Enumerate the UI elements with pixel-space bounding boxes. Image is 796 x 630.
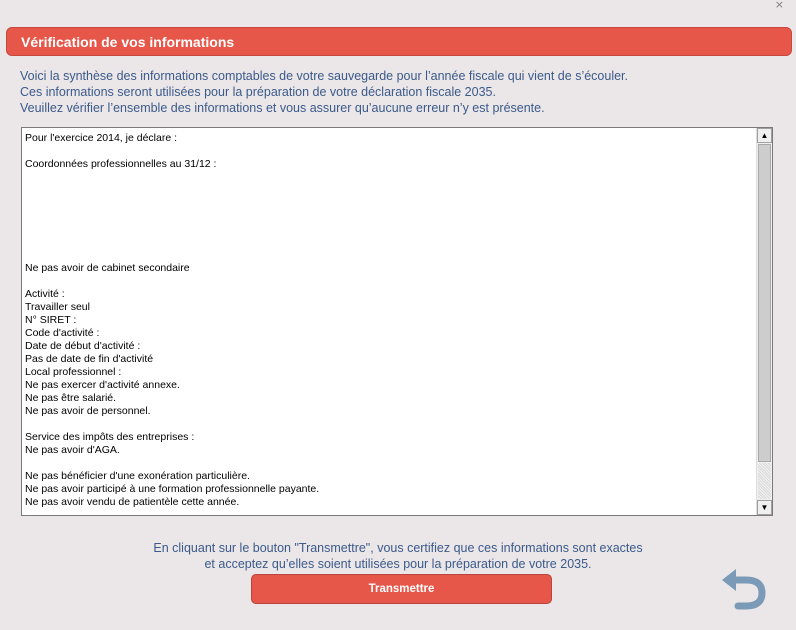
summary-line: Coordonnées professionnelles au 31/12 :: [25, 158, 217, 170]
intro-text: [20, 68, 780, 116]
summary-line: Ne pas avoir vendu de patientèle cette année.: [25, 496, 240, 508]
summary-line: [25, 457, 756, 470]
summary-line: Ne pas avoir de personnel.: [25, 405, 151, 417]
summary-line: N° SIRET :: [25, 314, 77, 326]
summary-text-content: [22, 128, 756, 515]
summary-line: [25, 210, 756, 223]
scroll-up-button[interactable]: ▲: [757, 128, 772, 143]
summary-line: [25, 418, 756, 431]
summary-line: Travailler seul: [25, 301, 90, 313]
scroll-down-button[interactable]: ▼: [757, 500, 772, 515]
certification-line-1: En cliquant sur le bouton "Transmettre", vous certifiez que ces informations sont exactes: [153, 541, 643, 555]
window-close-icon[interactable]: ×: [774, 0, 784, 11]
summary-line: [25, 249, 756, 262]
summary-line: [25, 171, 756, 184]
summary-line: Ne pas bénéficier d'une exonération particulière.: [25, 470, 250, 482]
summary-line: Local professionnel :: [25, 366, 122, 378]
intro-line-2: Ces informations seront utilisées pour la préparation de votre déclaration fiscale 2035.: [20, 85, 496, 99]
certification-notice: [0, 540, 796, 572]
summary-line: [25, 236, 756, 249]
summary-line: [25, 145, 756, 158]
summary-line: Date de début d'activité :: [25, 340, 141, 352]
intro-line-1: Voici la synthèse des informations comptables de votre sauvegarde pour l’année fiscale qui vient de s’écouler.: [20, 69, 628, 83]
summary-text-area[interactable]: [21, 127, 773, 516]
back-arrow-icon[interactable]: [716, 566, 770, 612]
scroll-track[interactable]: [758, 463, 771, 499]
summary-line: Ne pas être salarié.: [25, 392, 117, 404]
summary-line: Ne pas exercer d'activité annexe.: [25, 379, 180, 391]
summary-line: Pour l'exercice 2014, je déclare :: [25, 132, 178, 144]
page-title-bar: [6, 27, 792, 56]
transmit-button[interactable]: [251, 574, 552, 604]
intro-line-3: Veuillez vérifier l’ensemble des informations et vous assurer qu’aucune erreur n’y est présente.: [20, 101, 545, 115]
summary-line: Ne pas avoir de cabinet secondaire: [25, 262, 190, 274]
page-title: Vérification de vos informations: [21, 34, 235, 50]
summary-line: [25, 197, 756, 210]
certification-line-2: et acceptez qu’elles soient utilisées pour la préparation de votre 2035.: [204, 557, 592, 571]
summary-line: Service des impôts des entreprises :: [25, 431, 195, 443]
summary-line: Activité :: [25, 288, 65, 300]
summary-line: Pas de date de fin d'activité: [25, 353, 154, 365]
summary-line: [25, 223, 756, 236]
summary-line: [25, 184, 756, 197]
summary-line: Ne pas avoir d'AGA.: [25, 444, 120, 456]
transmit-button-label: Transmettre: [368, 583, 435, 595]
summary-line: Ne pas avoir participé à une formation professionnelle payante.: [25, 483, 320, 495]
summary-line: [25, 275, 756, 288]
summary-line: Code d'activité :: [25, 327, 100, 339]
vertical-scrollbar[interactable]: [756, 128, 772, 515]
scroll-thumb[interactable]: [758, 144, 771, 462]
